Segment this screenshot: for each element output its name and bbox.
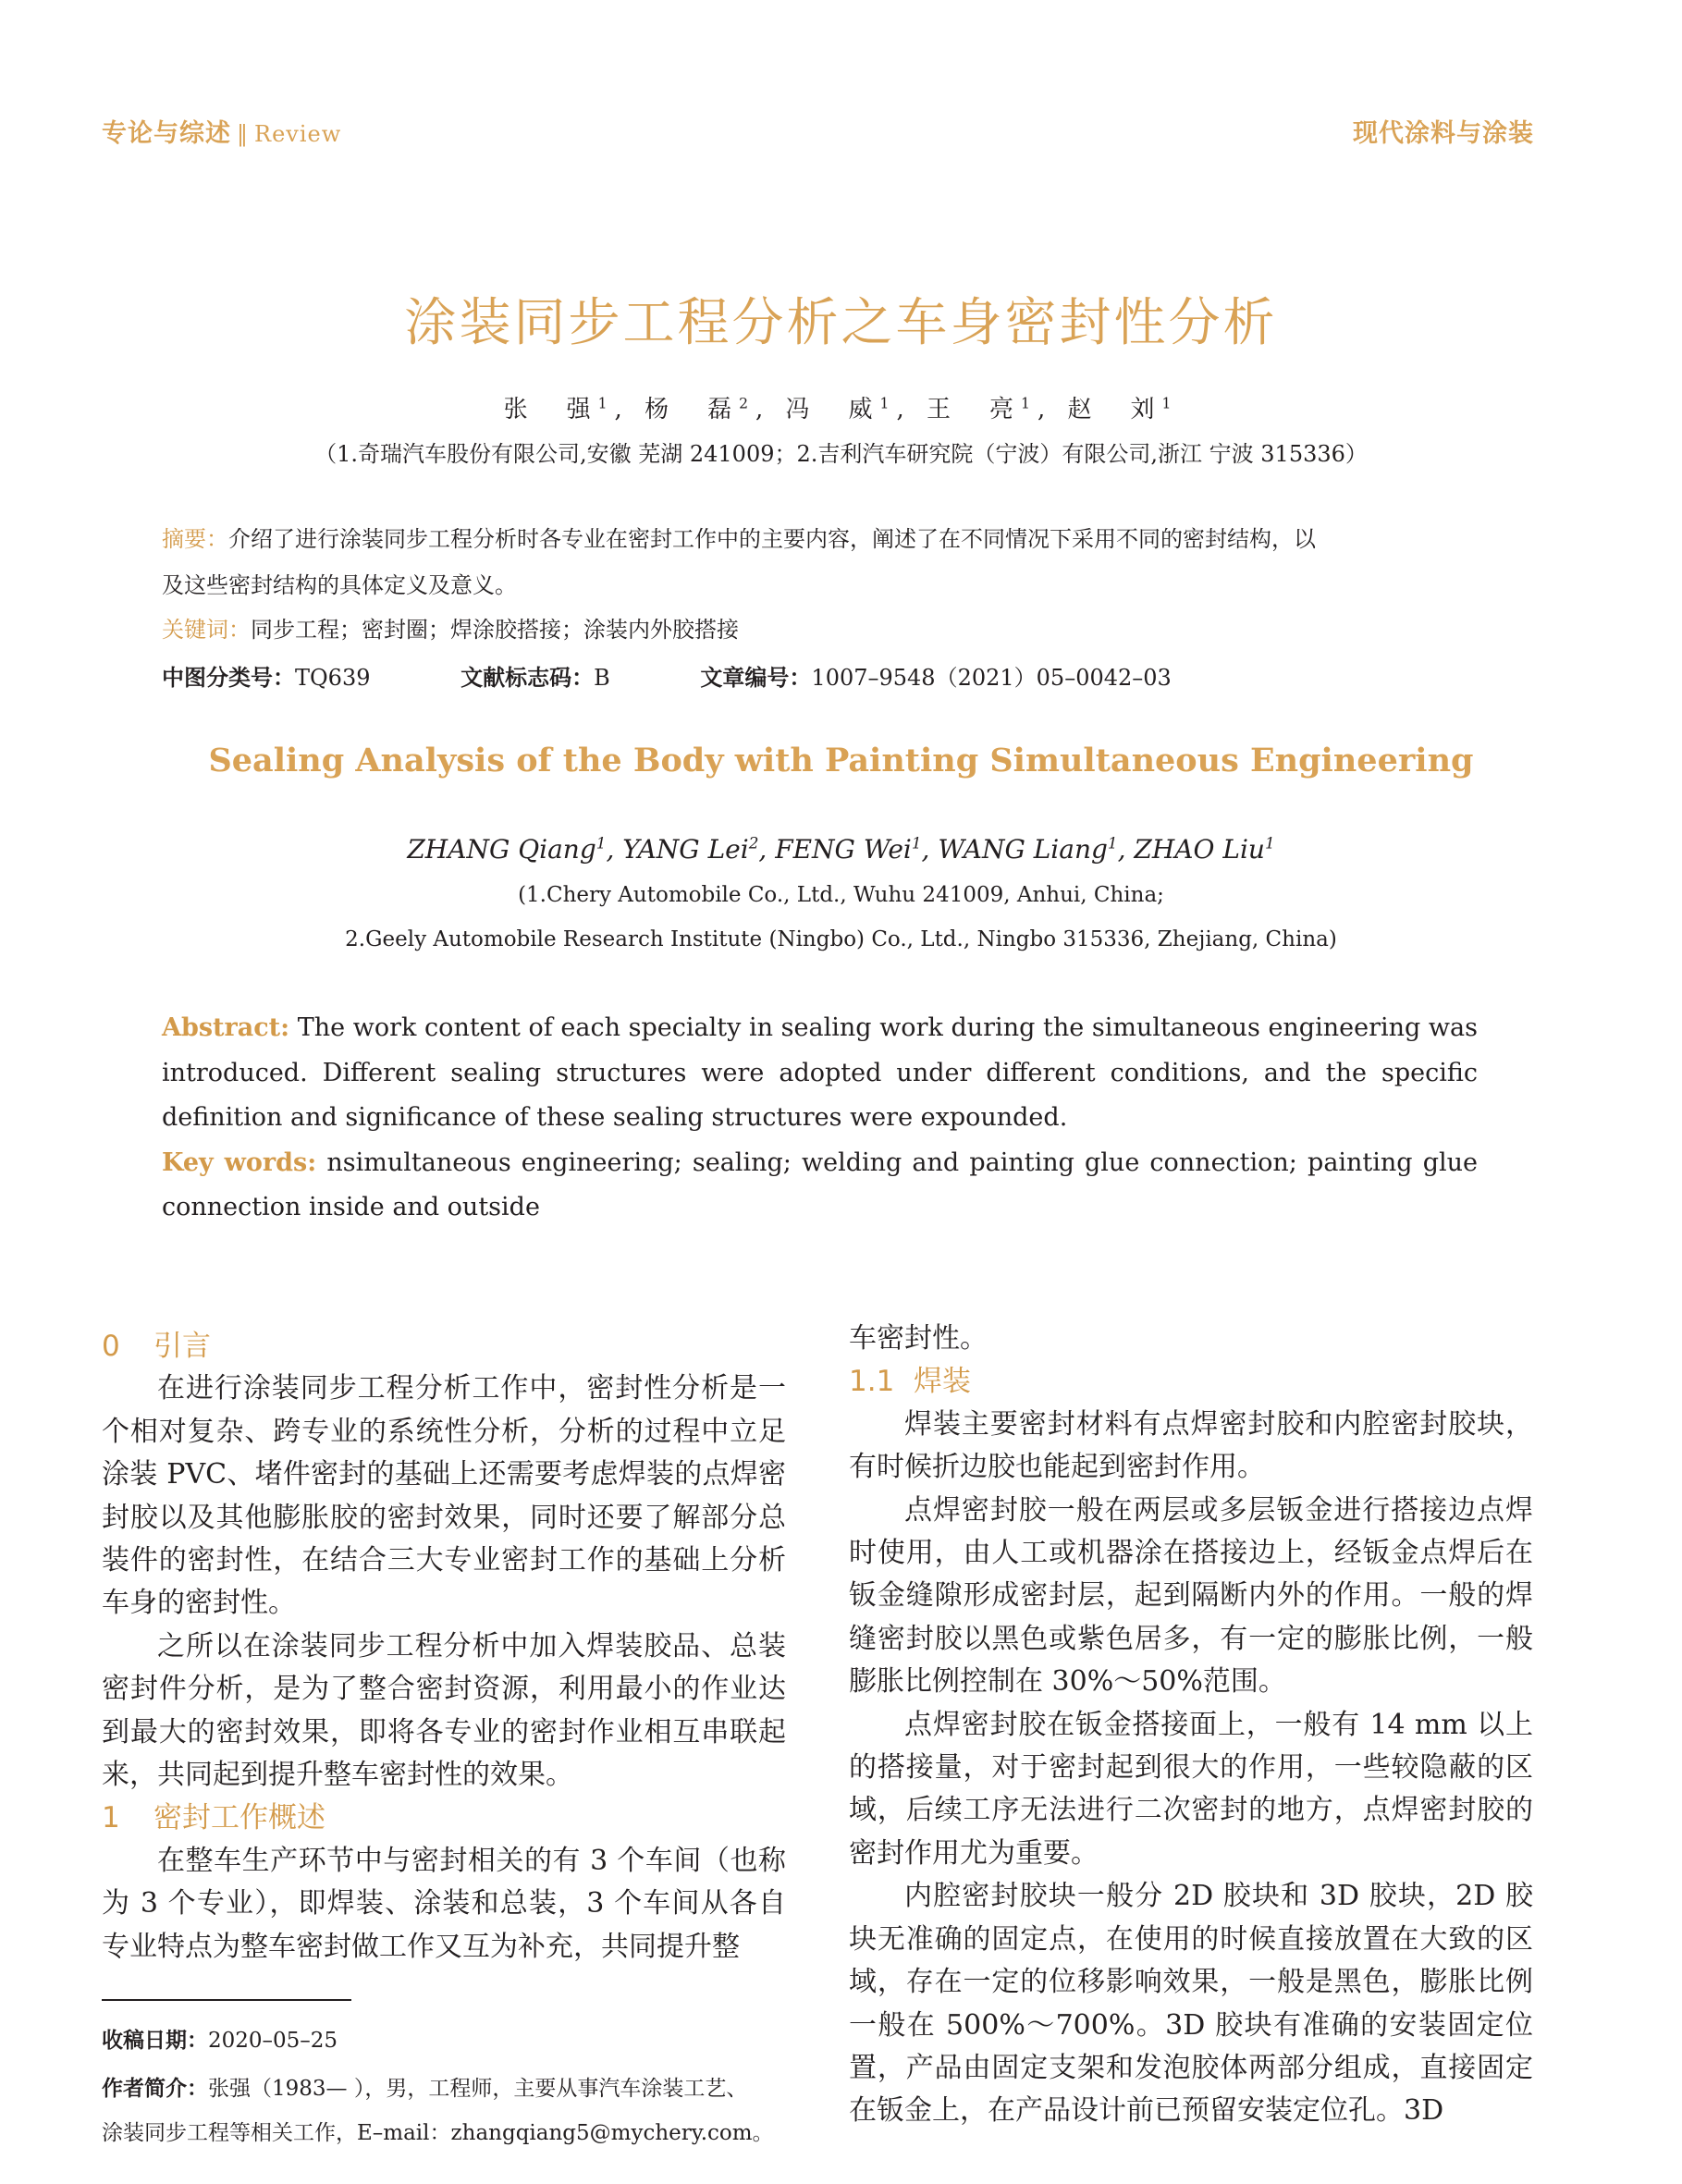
- paragraph: 内腔密封胶块一般分 2D 胶块和 3D 胶块，2D 胶块无准确的固定点，在使用的时候直接放置在大致的区域，存在一定的位移影响效果，一般是黑色，膨胀比例一般在 500%～700%。3D 胶块有准确的安装固定位置，产品由固定支架和发泡胶体两部分组成，直接固定在钣金上，在产品设计前已预留安装定位孔。3D: [849, 1880, 1533, 2128]
- author: 赵 刘$^1$: [1067, 395, 1179, 423]
- author-bio-line-1: 作者简介：张强（1983— ），男，工程师，主要从事汽车涂装工艺、: [102, 2077, 748, 2101]
- article-number: 1007–9548（2021）05–0042–03: [811, 665, 1172, 691]
- section-label-en: Review: [254, 121, 342, 147]
- keywords-en-label: Key words:: [162, 1147, 317, 1177]
- section-heading: 1.1 焊装: [849, 1365, 971, 1399]
- section-heading: 1 密封工作概述: [102, 1801, 325, 1835]
- author-en: YANG Lei$^2$,: [622, 834, 776, 865]
- abstract-cn: [162, 516, 1484, 608]
- paragraph: 点焊密封胶在钣金搭接面上，一般有 14 mm 以上的搭接量，对于密封起到很大的作用，一些较隐蔽的区域，后续工序无法进行二次密封的地方，点焊密封胶的密封作用尤为重要。: [849, 1708, 1533, 1870]
- paper-title-en: Sealing Analysis of the Body with Painting Simultaneous Engineering: [208, 742, 1474, 779]
- author-en: WANG Liang$^1$,: [938, 834, 1135, 865]
- author-en: ZHAO Liu$^1$: [1134, 834, 1275, 865]
- paragraph: 之所以在涂装同步工程分析中加入焊装胶品、总装密封件分析，是为了整合密封资源，利用最小的作业达到最大的密封效果，即将各专业的密封作业相互串联起来，共同起到提升整车密封性的效果。: [102, 1629, 786, 1792]
- section-heading: 0 引言: [102, 1330, 211, 1363]
- paragraph: 点焊密封胶一般在两层或多层钣金进行搭接边点焊时使用，由人工或机器涂在搭接边上，经钣金点焊后在钣金缝隙形成密封层，起到隔断内外的作用。一般的焊缝密封胶以黑色或紫色居多，有一定的膨胀比例，一般膨胀比例控制在 30%～50%范围。: [849, 1493, 1533, 1699]
- running-header-left: [102, 113, 341, 149]
- body-column-left: [102, 1325, 786, 1969]
- body-column-right: [849, 1318, 1533, 2133]
- doc-code: B: [594, 665, 610, 691]
- footnote-divider: [102, 1999, 351, 2001]
- received-date: 收稿日期：2020–05–25: [102, 2029, 338, 2053]
- paragraph: 焊装主要密封材料有点焊密封胶和内腔密封胶块，有时候折边胶也能起到密封作用。: [849, 1407, 1533, 1484]
- abstract-line-1: 介绍了进行涂装同步工程分析时各专业在密封工作中的主要内容，阐述了在不同情况下采用不同的密封结构，以: [228, 526, 1316, 552]
- keywords-text: 同步工程；密封圈；焊涂胶搭接；涂装内外胶搭接: [251, 617, 739, 643]
- keywords-cn: [162, 607, 1484, 653]
- author-bio-line-2: 涂装同步工程等相关工作，E–mail：zhangqiang5@mychery.com。: [102, 2121, 774, 2145]
- keywords-en-text: nsimultaneous engineering; sealing; welding and painting glue connection; painting glue connection inside and outside: [162, 1147, 1479, 1221]
- clc-code: TQ639: [295, 665, 371, 691]
- paper-title: 涂装同步工程分析之车身密封性分析: [404, 293, 1278, 353]
- author: 张 强$^1$,: [503, 395, 630, 423]
- author-en: ZHANG Qiang$^1$,: [407, 834, 623, 865]
- abstract-en-label: Abstract:: [162, 1013, 290, 1042]
- section-label: 专论与综述: [102, 119, 231, 148]
- paragraph: 在进行涂装同步工程分析工作中，密封性分析是一个相对复杂、跨专业的系统性分析，分析的过程中立足涂装 PVC、堵件密封的基础上还需要考虑焊装的点焊密封胶以及其他膨胀胶的密封效果，同时还要了解部分总装件的密封性，在结合三大专业密封工作的基础上分析车身的密封性。: [102, 1372, 786, 1620]
- keywords-label: 关键词：: [162, 617, 251, 643]
- paragraph: 在整车生产环节中与密封相关的有 3 个车间（也称为 3 个专业），即焊装、涂装和总装，3 个车间从各自专业特点为整车密封做工作又互为补充，共同提升整: [102, 1844, 786, 1963]
- author: 杨 磊$^2$,: [645, 395, 771, 423]
- journal-name: 现代涂料与涂装: [1353, 119, 1534, 148]
- author: 王 亮$^1$,: [927, 395, 1053, 423]
- abstract-line-2: 及这些密封结构的具体定义及意义。: [162, 572, 517, 598]
- header-separator: ‖: [237, 121, 249, 147]
- abstract-label: 摘要：: [162, 526, 228, 552]
- author: 冯 威$^1$,: [785, 395, 912, 423]
- abstract-en: [162, 1006, 1478, 1231]
- author-list-en: [0, 834, 1682, 865]
- affiliation-en-1: (1.Chery Automobile Co., Ltd., Wuhu 241009, Anhui, China;: [518, 883, 1164, 907]
- author-list: [0, 390, 1682, 424]
- author-en: FENG Wei$^1$,: [775, 834, 939, 865]
- abstract-en-text: The work content of each specialty in sealing work during the simultaneous engineering was introduced. Different sealing structures were adopted under different conditions, and the specific definition and significance of these sealing structures were expounded.: [162, 1013, 1478, 1132]
- affiliation: （1.奇瑞汽车股份有限公司,安徽 芜湖 241009；2.吉利汽车研究院（宁波）有限公司,浙江 宁波 315336）: [314, 441, 1368, 467]
- classification-line: 中图分类号：TQ639 文献标志码：B 文章编号：1007–9548（2021）05–0042–03: [162, 665, 1172, 691]
- affiliation-en-2: 2.Geely Automobile Research Institute (Ningbo) Co., Ltd., Ningbo 315336, Zhejiang, China): [345, 927, 1337, 951]
- paragraph-continued: 车密封性。: [849, 1322, 988, 1355]
